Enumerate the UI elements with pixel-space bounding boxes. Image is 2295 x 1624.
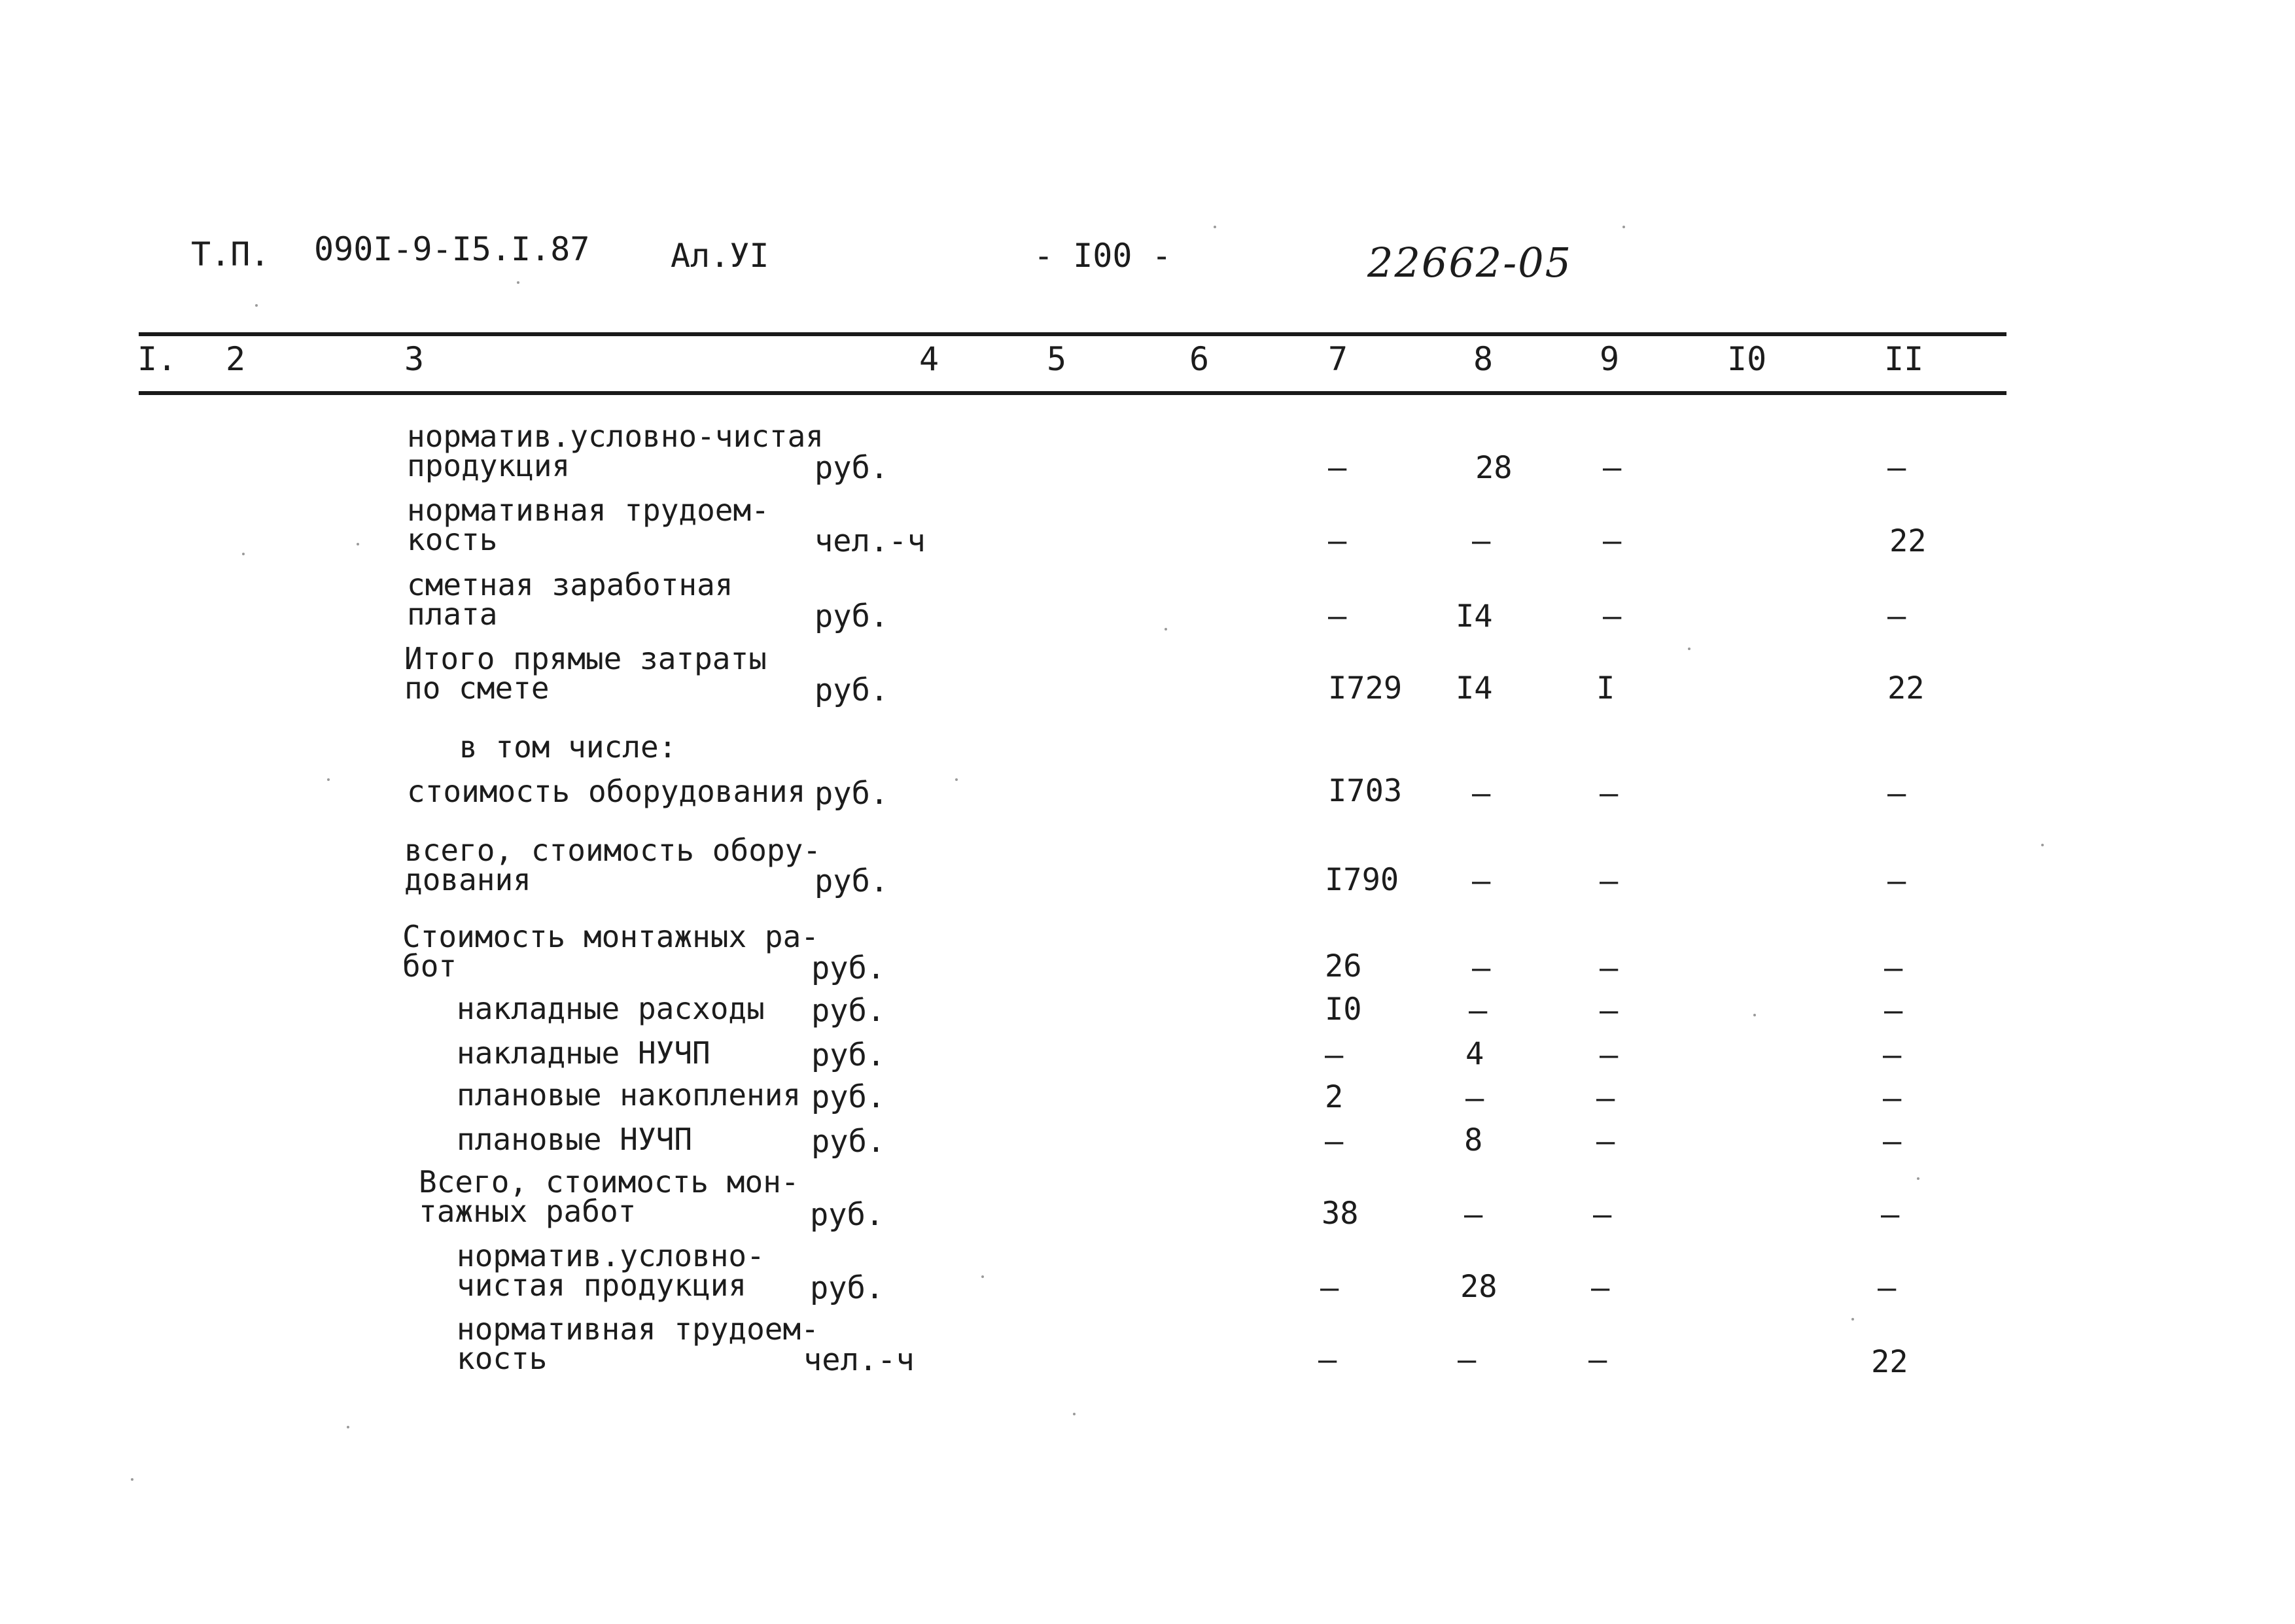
row-label-line: сметная заработная (407, 567, 733, 602)
row-unit: руб. (815, 598, 889, 634)
row-value-col9: – (1600, 1037, 1619, 1073)
doc-type: Т.П. (191, 235, 270, 273)
column-number-3: 3 (404, 340, 425, 378)
row-value-col8: 8 (1464, 1122, 1483, 1158)
row-value-col8: 4 (1465, 1036, 1484, 1072)
row-label-line: всего, стоимость обору- (404, 833, 821, 868)
row-label-line: накладные НУЧП (457, 1035, 710, 1071)
row-value-col9: – (1588, 1342, 1607, 1378)
row-value-col7: – (1325, 1037, 1344, 1073)
row-value-col11: – (1887, 776, 1906, 812)
row-value-col11: 22 (1887, 670, 1925, 706)
row-label-line: кость (457, 1341, 548, 1376)
row-value-col8: – (1472, 776, 1491, 812)
row-label-line: Итого прямые затраты (404, 641, 767, 676)
row-value-col8: – (1472, 950, 1491, 986)
row-unit: руб. (815, 863, 889, 899)
column-number-2: 2 (226, 340, 246, 378)
row-unit: руб. (811, 1124, 886, 1160)
row-label-line: Стоимость монтажных ра- (402, 919, 819, 954)
row-value-col11: – (1883, 1080, 1902, 1116)
column-number-6: 6 (1189, 340, 1210, 378)
row-unit: руб. (811, 950, 886, 986)
row-label-line: плановые накопления (457, 1077, 801, 1113)
row-value-col8: – (1458, 1342, 1477, 1378)
row-value-col9: – (1596, 1080, 1615, 1116)
row-label-line: продукция (407, 448, 570, 483)
row-value-col7: 2 (1325, 1079, 1344, 1115)
row-value-col11: – (1878, 1270, 1897, 1306)
row-value-col7: I703 (1328, 773, 1403, 809)
row-label-line: чистая продукция (457, 1268, 747, 1303)
row-value-col11: – (1884, 950, 1903, 986)
row-label-line: в том числе: (459, 729, 677, 765)
column-number-8: 8 (1473, 340, 1494, 378)
row-label-line: нормативная трудоем- (407, 492, 769, 528)
row-value-col9: – (1596, 1124, 1615, 1160)
row-unit: руб. (811, 1037, 886, 1073)
table-header-rule (139, 391, 2006, 395)
row-label-line: норматив.условно-чистая (407, 419, 824, 454)
row-unit: чел.-ч (815, 523, 926, 559)
row-label-line: дования (404, 862, 531, 897)
row-label-line: кость (407, 522, 498, 557)
column-number-11: II (1884, 340, 1924, 378)
row-value-col8: – (1472, 863, 1491, 899)
row-value-col7: – (1328, 598, 1347, 634)
column-number-9: 9 (1600, 340, 1620, 378)
row-value-col9: – (1593, 1197, 1612, 1233)
row-value-col9: – (1600, 993, 1619, 1029)
row-value-col8: I4 (1456, 598, 1493, 634)
row-value-col7: 38 (1322, 1196, 1359, 1232)
project-code: 090I-9-I5.I.87 (314, 230, 590, 268)
row-value-col11: 22 (1871, 1344, 1908, 1380)
row-value-col8: – (1464, 1197, 1483, 1233)
row-value-col9: – (1600, 950, 1619, 986)
row-value-col9: – (1603, 450, 1622, 486)
row-value-col8: I4 (1456, 670, 1493, 706)
row-unit: руб. (810, 1197, 885, 1233)
row-value-col8: 28 (1475, 450, 1513, 486)
page-number: - I00 - (1034, 237, 1172, 275)
row-value-col11: – (1881, 1197, 1900, 1233)
row-label-line: по смете (404, 670, 550, 706)
row-value-col9: I (1596, 670, 1615, 706)
row-label-line: плановые НУЧП (457, 1122, 693, 1157)
row-value-col8: – (1472, 523, 1491, 559)
row-label-line: бот (402, 948, 457, 984)
row-unit: руб. (810, 1270, 885, 1306)
row-value-col7: I729 (1328, 670, 1403, 706)
column-number-5: 5 (1047, 340, 1067, 378)
row-unit: руб. (811, 993, 886, 1029)
row-value-col7: – (1328, 523, 1347, 559)
row-value-col8: – (1465, 1080, 1484, 1116)
row-value-col9: – (1600, 776, 1619, 812)
row-label-line: накладные расходы (457, 991, 765, 1026)
row-unit: чел.-ч (803, 1342, 915, 1378)
row-label-line: Всего, стоимость мон- (419, 1164, 799, 1200)
row-value-col11: – (1883, 1124, 1902, 1160)
row-unit: руб. (811, 1079, 886, 1115)
row-label-line: нормативная трудоем- (457, 1311, 819, 1347)
row-value-col7: – (1328, 450, 1347, 486)
row-value-col9: – (1603, 598, 1622, 634)
column-number-7: 7 (1328, 340, 1348, 378)
row-label-line: плата (407, 596, 498, 632)
row-value-col11: – (1887, 598, 1906, 634)
column-number-4: 4 (919, 340, 939, 378)
row-label-line: норматив.условно- (457, 1238, 765, 1273)
row-value-col7: I0 (1325, 992, 1362, 1028)
row-value-col7: I790 (1325, 862, 1399, 898)
row-value-col9: – (1591, 1270, 1610, 1306)
row-value-col11: – (1884, 993, 1903, 1029)
row-value-col7: – (1325, 1124, 1344, 1160)
row-value-col11: – (1887, 863, 1906, 899)
column-number-10: I0 (1727, 340, 1767, 378)
row-value-col11: – (1883, 1037, 1902, 1073)
row-value-col8: – (1469, 993, 1488, 1029)
row-value-col7: 26 (1325, 948, 1362, 984)
row-value-col7: – (1318, 1342, 1337, 1378)
column-number-1: I. (137, 340, 177, 378)
handwritten-number: 22662-05 (1367, 239, 1573, 286)
row-value-col8: 28 (1460, 1269, 1498, 1305)
row-label-line: тажных работ (419, 1194, 637, 1229)
row-value-col9: – (1600, 863, 1619, 899)
row-value-col11: – (1887, 450, 1906, 486)
table-top-rule (139, 332, 2006, 336)
row-unit: руб. (815, 672, 889, 708)
row-value-col9: – (1603, 523, 1622, 559)
row-unit: руб. (815, 776, 889, 812)
row-value-col11: 22 (1889, 523, 1927, 559)
album-label: Ал.УI (671, 237, 769, 275)
row-label-line: стоимость оборудования (407, 774, 806, 809)
row-value-col7: – (1320, 1270, 1339, 1306)
row-unit: руб. (815, 450, 889, 486)
